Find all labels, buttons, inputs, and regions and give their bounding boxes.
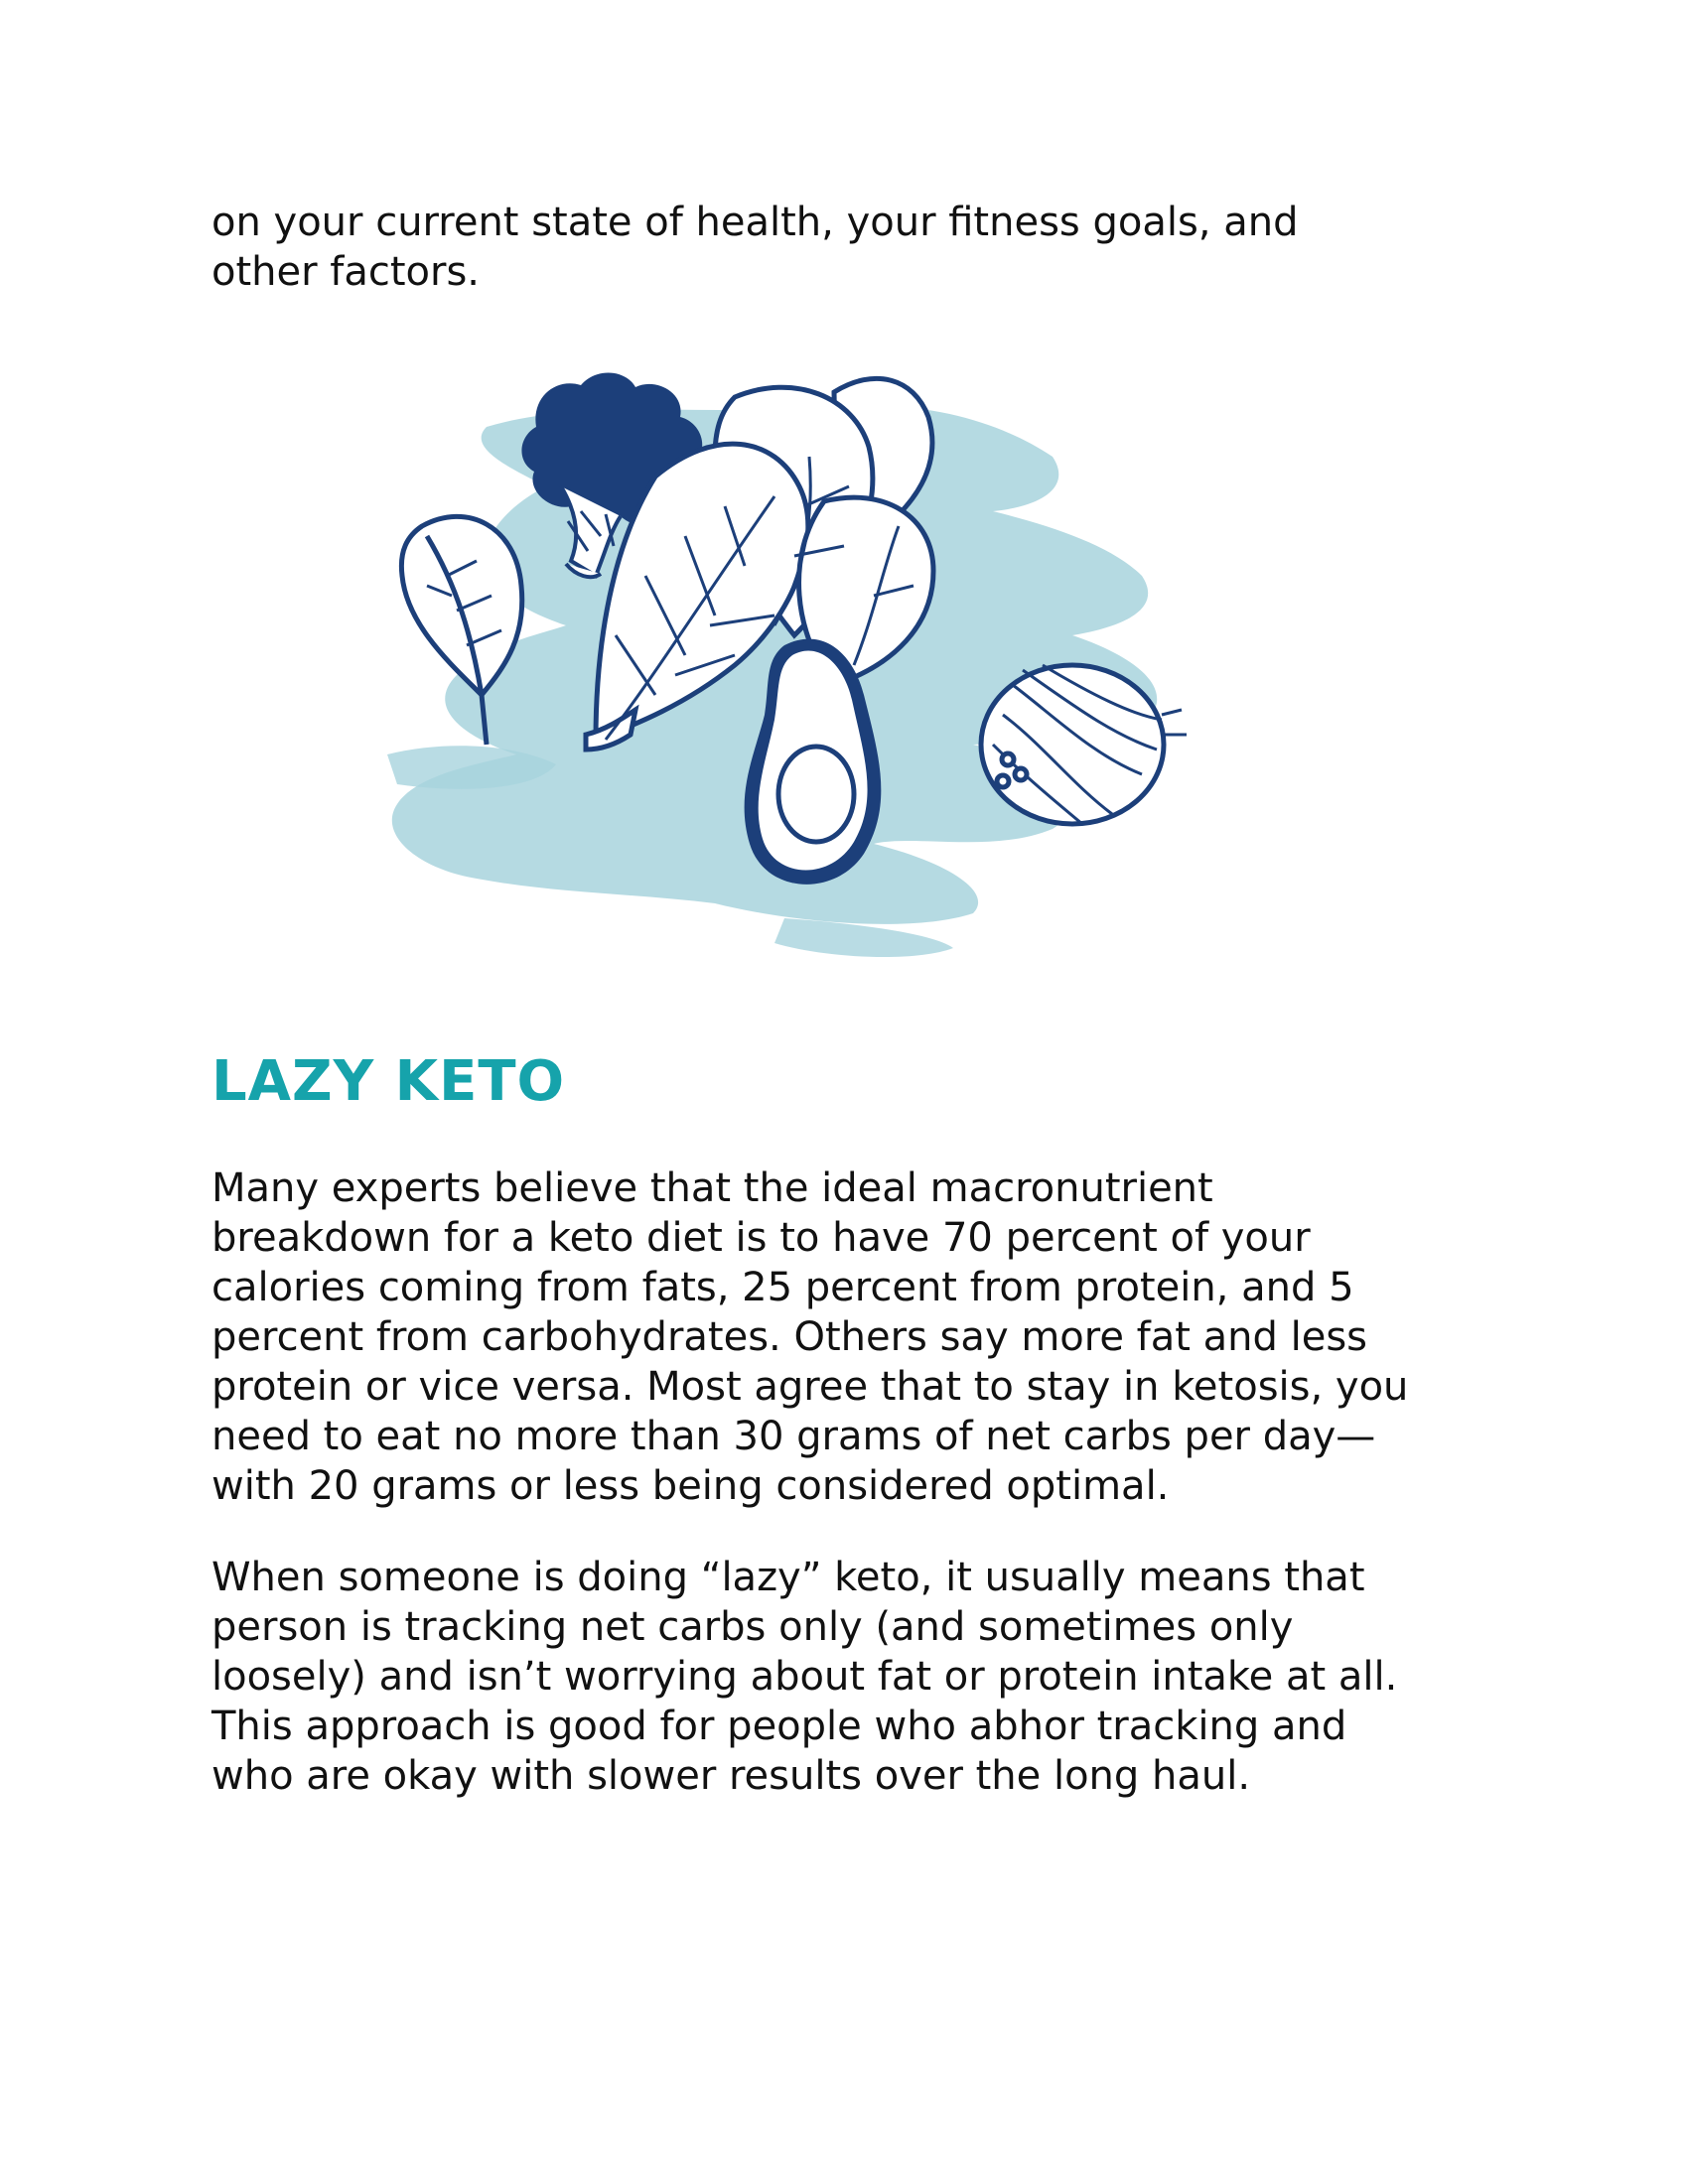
section-heading: LAZY KETO <box>211 1049 566 1114</box>
text-line: on your current state of health, your fitness goals, and <box>211 200 1299 245</box>
text-line: other factors. <box>211 249 481 295</box>
text-line: who are okay with slower results over the long haul. <box>211 1753 1251 1799</box>
body-paragraph <box>211 1163 1492 1511</box>
text-line: When someone is doing “lazy” keto, it usually means that <box>211 1555 1365 1600</box>
text-line: with 20 grams or less being considered optimal. <box>211 1463 1170 1509</box>
text-line: Many experts believe that the ideal macronutrient <box>211 1165 1213 1211</box>
coconut-icon <box>981 665 1187 824</box>
intro-paragraph <box>211 198 1492 297</box>
text-line: need to eat no more than 30 grams of net carbs per day— <box>211 1414 1376 1459</box>
text-line: loosely) and isn’t worrying about fat or protein intake at all. <box>211 1654 1398 1700</box>
text-line: breakdown for a keto diet is to have 70 percent of your <box>211 1215 1311 1261</box>
text-line: calories coming from fats, 25 percent from protein, and 5 <box>211 1265 1354 1310</box>
keto-vegetables-illustration <box>357 338 1340 973</box>
text-line: person is tracking net carbs only (and sometimes only <box>211 1604 1294 1650</box>
text-line: protein or vice versa. Most agree that to stay in ketosis, you <box>211 1364 1409 1410</box>
text-line: This approach is good for people who abhor tracking and <box>211 1704 1347 1749</box>
body-paragraph <box>211 1553 1492 1801</box>
text-line: percent from carbohydrates. Others say more fat and less <box>211 1314 1368 1360</box>
